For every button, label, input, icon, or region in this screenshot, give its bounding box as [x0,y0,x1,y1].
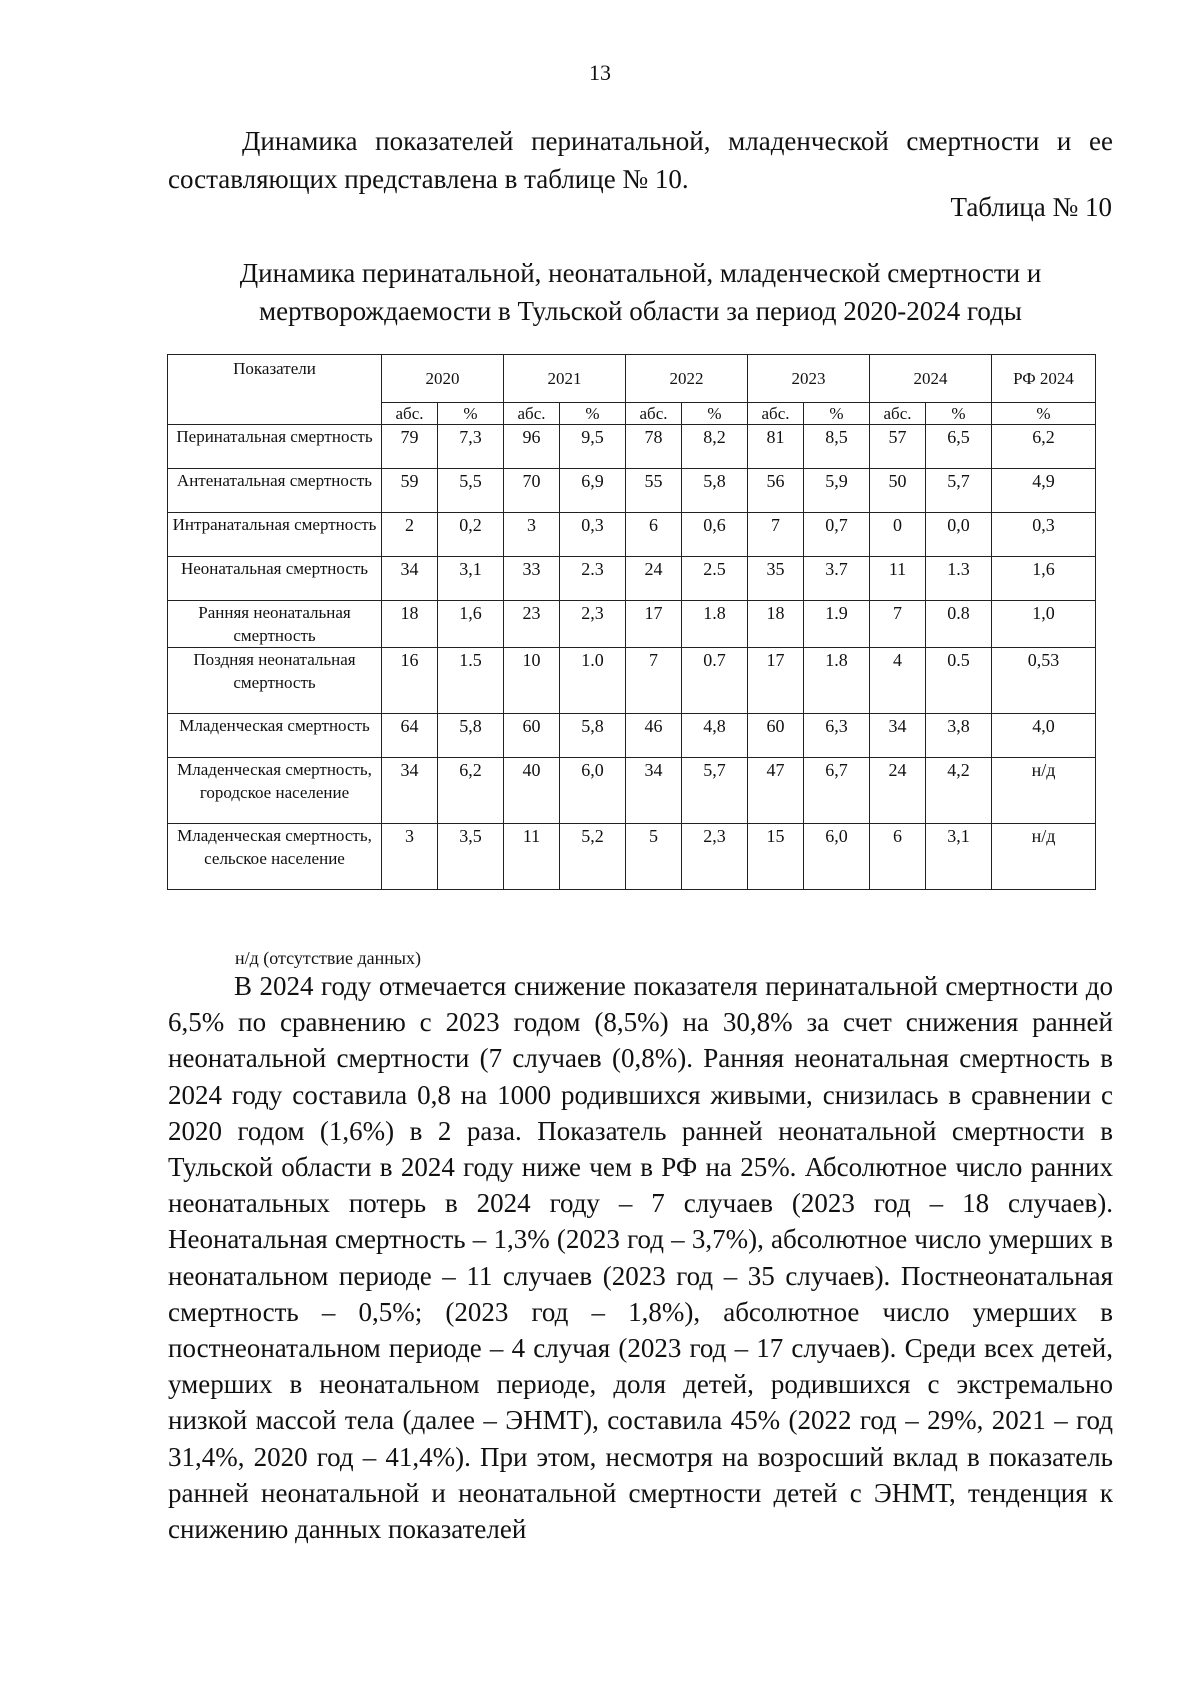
table-cell: 5,2 [560,824,626,890]
table-cell: 59 [382,469,438,513]
table-cell: 23 [504,601,560,648]
table-cell: 0.7 [682,648,748,714]
table-cell: 5,7 [682,758,748,824]
table-cell: н/д [992,758,1096,824]
table-cell: 6,3 [804,714,870,758]
table-cell: 6 [626,513,682,557]
table-cell: 7 [870,601,926,648]
table-cell: 81 [748,425,804,469]
year-header-2020: 2020 [382,355,504,403]
table-cell: 79 [382,425,438,469]
table-cell: 46 [626,714,682,758]
table-cell: 5,5 [438,469,504,513]
table-cell: 1.9 [804,601,870,648]
table-row [168,425,1096,469]
unit-pct-rf: % [992,403,1096,425]
table-cell: 5,8 [682,469,748,513]
table-cell: 34 [626,758,682,824]
rf-header: РФ 2024 [992,355,1096,403]
year-header-2023: 2023 [748,355,870,403]
table-cell: 34 [870,714,926,758]
table-cell: 2,3 [682,824,748,890]
unit-abs: абс. [504,403,560,425]
table-cell: 17 [626,601,682,648]
table-cell: 2.3 [560,557,626,601]
table-cell: 1.0 [560,648,626,714]
table-title-line-2: мертворождаемости в Тульской области за период 2020-2024 годы [259,296,1022,326]
year-header-2021: 2021 [504,355,626,403]
table-cell: 16 [382,648,438,714]
table-cell: 96 [504,425,560,469]
table-title-line-1: Динамика перинатальной, неонатальной, младенческой смертности и [239,258,1042,288]
table-cell: 7,3 [438,425,504,469]
table-row [168,648,1096,714]
intro-paragraph: Динамика показателей перинатальной, младенческой смертности и ее составляющих представлена в таблице № 10. [168,126,1113,194]
table-cell: 8,5 [804,425,870,469]
table-cell: 0,53 [992,648,1096,714]
table-cell: 6,7 [804,758,870,824]
table-cell: 11 [870,557,926,601]
table-cell: 0.5 [926,648,992,714]
table-cell: 0,2 [438,513,504,557]
row-indicator-name: Поздняя неонатальная смертность [168,648,382,714]
footnote: н/д (отсутствие данных) [235,948,421,968]
table-cell: 60 [504,714,560,758]
table-cell: 5 [626,824,682,890]
table-cell: 34 [382,758,438,824]
table-cell: 0,3 [560,513,626,557]
table-cell: 6,9 [560,469,626,513]
indicator-header: Показатели [168,355,382,425]
unit-pct: % [560,403,626,425]
row-indicator-name: Младенческая смертность, городское население [168,758,382,824]
row-indicator-name: Ранняя неонатальная смертность [168,601,382,648]
row-indicator-name: Младенческая смертность [168,714,382,758]
table-cell: 18 [748,601,804,648]
unit-abs: абс. [748,403,804,425]
table-cell: 7 [748,513,804,557]
table-cell: 5,8 [560,714,626,758]
table-cell: 5,9 [804,469,870,513]
table-cell: 24 [870,758,926,824]
table-cell: 4,0 [992,714,1096,758]
year-header-2024: 2024 [870,355,992,403]
table-row [168,601,1096,648]
table-cell: 3 [382,824,438,890]
table-head [168,355,1096,425]
table-cell: 0,0 [926,513,992,557]
table-cell: 2,3 [560,601,626,648]
table-cell: 1,6 [992,557,1096,601]
table-cell: 4,8 [682,714,748,758]
table-cell: 1,0 [992,601,1096,648]
table-cell: 5,8 [438,714,504,758]
table-cell: 0,7 [804,513,870,557]
table-cell: 40 [504,758,560,824]
table-cell: 3,5 [438,824,504,890]
table-cell: 56 [748,469,804,513]
table-row [168,513,1096,557]
table-cell: 17 [748,648,804,714]
row-indicator-name: Перинатальная смертность [168,425,382,469]
table-cell: 6,2 [992,425,1096,469]
row-indicator-name: Неонатальная смертность [168,557,382,601]
table-cell: 9,5 [560,425,626,469]
table-cell: 24 [626,557,682,601]
table-cell: 0,3 [992,513,1096,557]
table-cell: 15 [748,824,804,890]
page-number: 13 [589,60,611,85]
table-cell: 4 [870,648,926,714]
table-cell: 47 [748,758,804,824]
table-cell: 57 [870,425,926,469]
table-cell: 3,1 [438,557,504,601]
table-cell: 1.3 [926,557,992,601]
unit-abs: абс. [382,403,438,425]
table-label: Таблица № 10 [950,192,1112,222]
table-cell: 6,5 [926,425,992,469]
table-cell: 2.5 [682,557,748,601]
unit-pct: % [682,403,748,425]
table-cell: 3,8 [926,714,992,758]
table-row [168,824,1096,890]
table-cell: 4,2 [926,758,992,824]
table-cell: 34 [382,557,438,601]
header-row-years [168,355,1096,403]
table-cell: 70 [504,469,560,513]
table-row [168,714,1096,758]
table-cell: 6,2 [438,758,504,824]
year-header-2022: 2022 [626,355,748,403]
table-title [168,254,1113,330]
table-cell: 0,6 [682,513,748,557]
table-cell: 3 [504,513,560,557]
table-cell: 6 [870,824,926,890]
table-cell: 1.8 [682,601,748,648]
table-cell: 18 [382,601,438,648]
table-cell: 78 [626,425,682,469]
table-cell: 33 [504,557,560,601]
table-cell: 6,0 [804,824,870,890]
table-cell: 60 [748,714,804,758]
table-cell: 1.8 [804,648,870,714]
unit-pct: % [438,403,504,425]
table-cell: 2 [382,513,438,557]
table-cell: 55 [626,469,682,513]
table-cell: 35 [748,557,804,601]
table-row [168,557,1096,601]
body-paragraph: В 2024 году отмечается снижение показателя перинатальной смертности до 6,5% по сравнению с 2023 годом (8,5%) на 30,8% за счет снижения ранней неонатальной смертности (7 случаев (0,8%). Ранняя неонатальная смертность в 2024 году составила 0,8 на 1000 родившихся живыми, снизилась в сравнении с 2020 годом (1,6%) в 2 раза. Показатель ранней неонатальной смертности в Тульской области в 2024 году ниже чем в РФ на 25%. Абсолютное число ранних неонатальных потерь в 2024 году – 7 случаев (2023 год – 18 случаев). Неонатальная смертность – 1,3% (2023 год – 3,7%), абсолютное число умерших в неонатальном периоде – 11 случаев (2023 год – 35 случаев). Постнеонатальная смертность – 0,5%; (2023 год – 1,8%), абсолютное число умерших в постнеонатальном периоде – 4 случая (2023 год – 17 случаев). Среди всех детей, умерших в неонатальном периоде, доля детей, родившихся с экстремально низкой массой тела (далее – ЭНМТ), составила 45% (2022 год – 29%, 2021 – год 31,4%, 2020 год – 41,4%). При этом, несмотря на возросший вклад в показатель ранней неонатальной и неонатальной смертности детей с ЭНМТ, тенденция к снижению данных показателей [168,971,1113,1545]
table-cell: 0.8 [926,601,992,648]
table-row [168,758,1096,824]
table-cell: 6,0 [560,758,626,824]
table-cell: 1.5 [438,648,504,714]
mortality-table [167,354,1096,890]
table-cell: 7 [626,648,682,714]
unit-abs: абс. [870,403,926,425]
unit-abs: абс. [626,403,682,425]
row-indicator-name: Интранатальная смертность [168,513,382,557]
table-cell: 11 [504,824,560,890]
table-cell: 3.7 [804,557,870,601]
row-indicator-name: Антенатальная смертность [168,469,382,513]
row-indicator-name: Младенческая смертность, сельское население [168,824,382,890]
table-cell: 50 [870,469,926,513]
table-cell: 1,6 [438,601,504,648]
table-row [168,469,1096,513]
table-cell: 0 [870,513,926,557]
unit-pct: % [804,403,870,425]
table-cell: 4,9 [992,469,1096,513]
table-body [168,425,1096,890]
table-cell: 5,7 [926,469,992,513]
unit-pct: % [926,403,992,425]
table-cell: 8,2 [682,425,748,469]
table-cell: 64 [382,714,438,758]
table-cell: н/д [992,824,1096,890]
table-cell: 3,1 [926,824,992,890]
table-cell: 10 [504,648,560,714]
